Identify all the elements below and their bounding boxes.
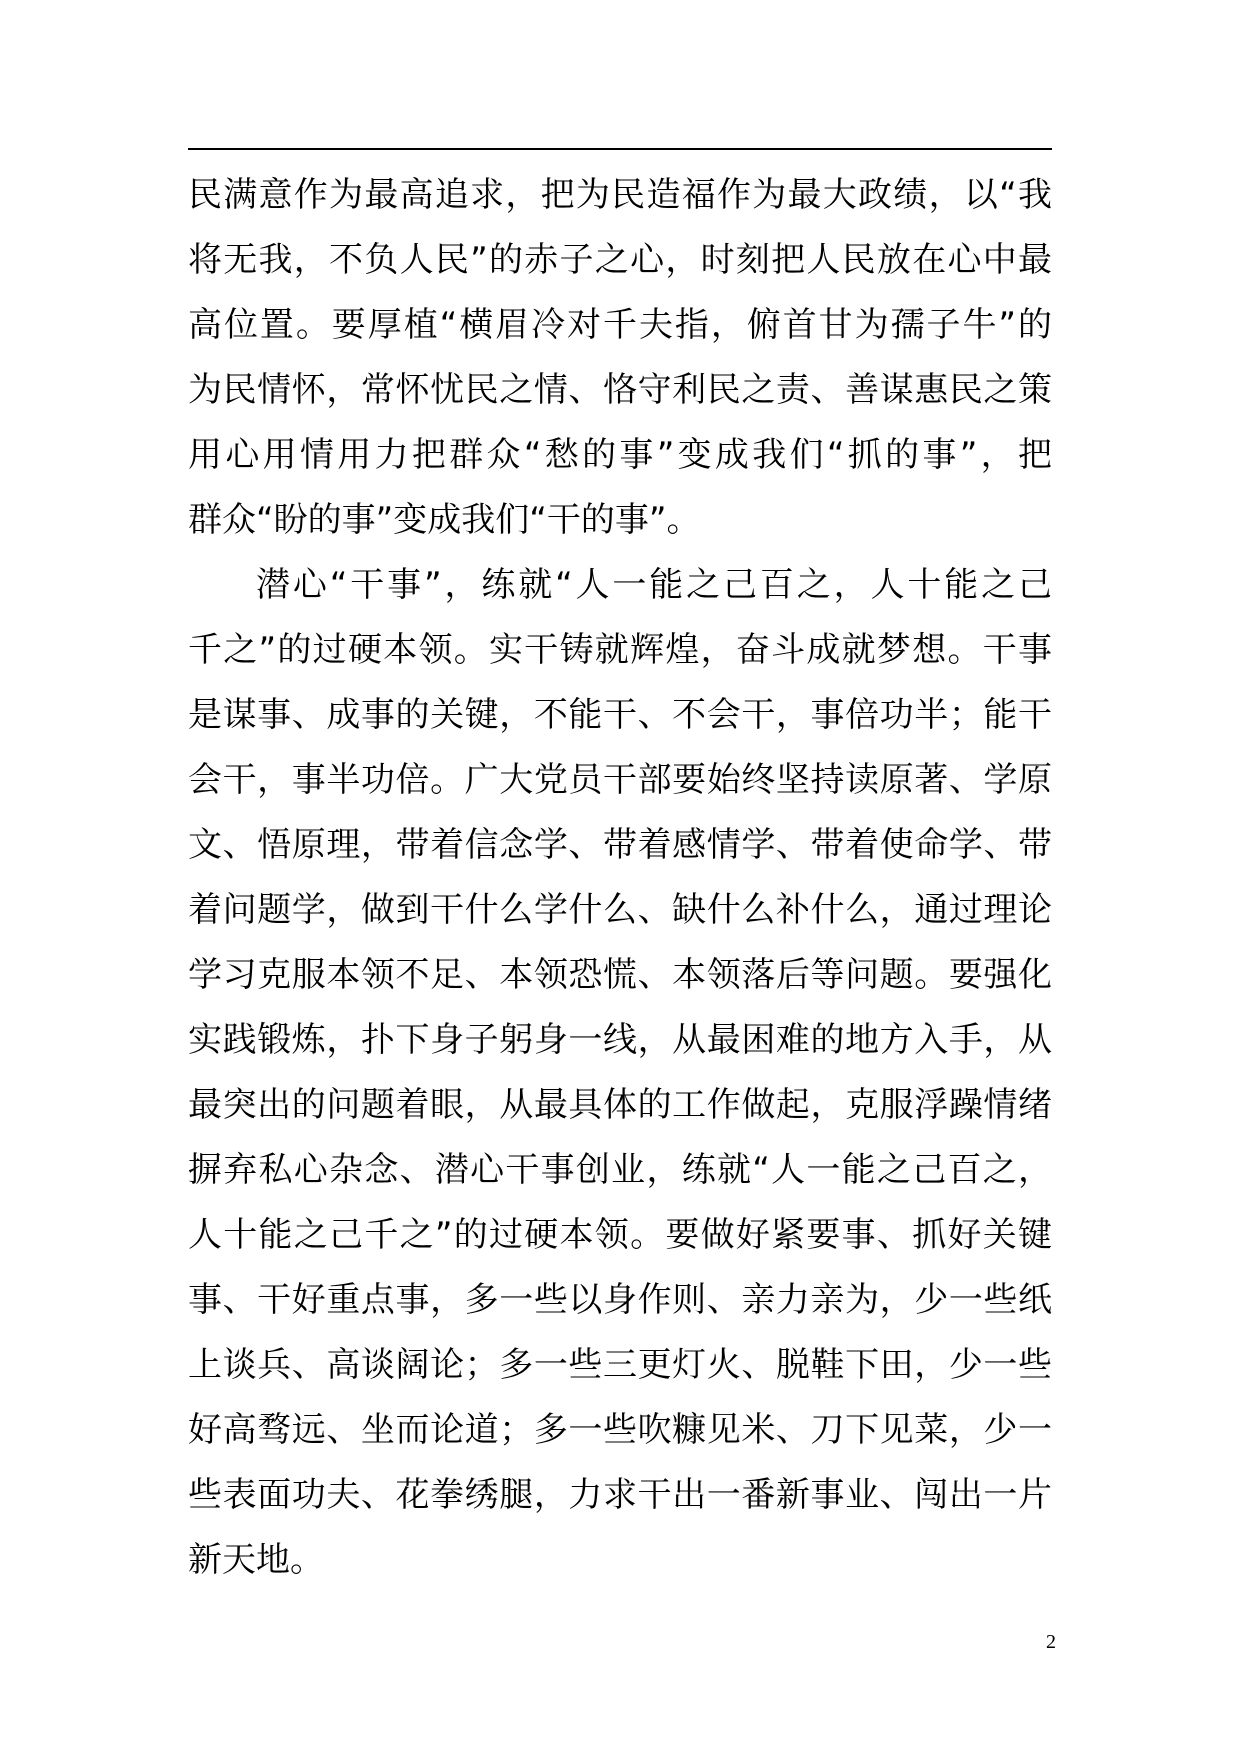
text-line: 为民情怀，常怀忧民之情、恪守利民之责、善谋惠民之策 <box>188 370 1052 410</box>
text-line: 着问题学，做到干什么学什么、缺什么补什么，通过理论 <box>188 890 1052 930</box>
text-line: 好高骛远、坐而论道；多一些吹糠见米、刀下见菜，少一 <box>188 1410 1052 1450</box>
text-line: 文、悟原理，带着信念学、带着感情学、带着使命学、带 <box>188 825 1052 865</box>
text-line: 上谈兵、高谈阔论；多一些三更灯火、脱鞋下田，少一些 <box>188 1345 1052 1385</box>
text-line: 用心用情用力把群众“愁的事”变成我们“抓的事”，把 <box>188 435 1052 475</box>
text-line: 些表面功夫、花拳绣腿，力求干出一番新事业、闯出一片 <box>188 1475 1052 1515</box>
text-line: 高位置。要厚植“横眉冷对千夫指，俯首甘为孺子牛”的 <box>188 305 1052 345</box>
text-line: 摒弃私心杂念、潜心干事创业，练就“人一能之己百之， <box>188 1150 1052 1190</box>
page-number: 2 <box>1046 1631 1056 1653</box>
text-line: 将无我，不负人民”的赤子之心，时刻把人民放在心中最 <box>188 240 1052 280</box>
text-line: 事、干好重点事，多一些以身作则、亲力亲为，少一些纸 <box>188 1280 1052 1320</box>
header-rule <box>188 148 1052 150</box>
text-line: 会干，事半功倍。广大党员干部要始终坚持读原著、学原 <box>188 760 1052 800</box>
text-line: 最突出的问题着眼，从最具体的工作做起，克服浮躁情绪 <box>188 1085 1052 1125</box>
paragraph-2 <box>188 553 1052 1593</box>
text-line: 是谋事、成事的关键，不能干、不会干，事倍功半；能干 <box>188 695 1052 735</box>
paragraph-1 <box>188 163 1052 553</box>
text-line: 千之”的过硬本领。实干铸就辉煌，奋斗成就梦想。干事 <box>188 630 1052 670</box>
text-line: 潜心“干事”，练就“人一能之己百之，人十能之己 <box>256 565 1052 605</box>
text-line: 新天地。 <box>188 1540 324 1580</box>
text-line: 民满意作为最高追求，把为民造福作为最大政绩，以“我 <box>188 175 1052 215</box>
text-line: 实践锻炼，扑下身子躬身一线，从最困难的地方入手，从 <box>188 1020 1052 1060</box>
text-line: 群众“盼的事”变成我们“干的事”。 <box>188 500 701 540</box>
text-line: 人十能之己千之”的过硬本领。要做好紧要事、抓好关键 <box>188 1215 1052 1255</box>
body-text <box>188 163 1052 1593</box>
text-line: 学习克服本领不足、本领恐慌、本领落后等问题。要强化 <box>188 955 1052 995</box>
